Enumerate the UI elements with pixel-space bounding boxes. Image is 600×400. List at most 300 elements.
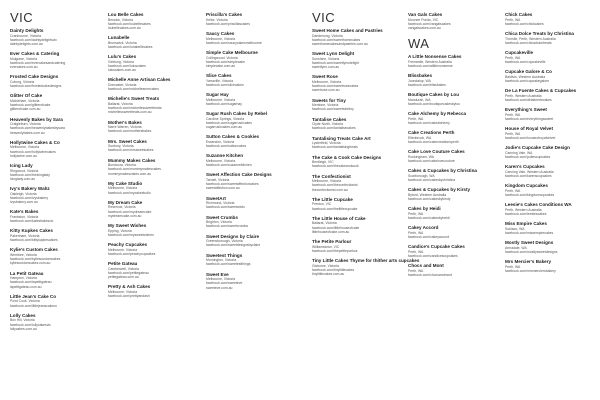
business-link[interactable]: facebook.com/boutiquecakesbylou	[408, 102, 461, 106]
state-heading: VIC	[312, 10, 336, 25]
business-listing	[108, 77, 200, 91]
business-listing	[108, 261, 200, 279]
business-listing	[408, 54, 499, 68]
business-link[interactable]: mydreamcake.com.au	[108, 213, 142, 218]
business-link[interactable]: facebook.com/cakelovecouture	[408, 159, 455, 163]
business-link[interactable]: facebook.com/mummymakescakes	[108, 167, 161, 172]
business-name: Lulu's Cakes	[108, 54, 137, 60]
state-section	[206, 10, 306, 290]
business-link[interactable]: facebook.com/everythingssweet	[505, 116, 554, 121]
business-listing	[312, 216, 402, 234]
business-listing	[206, 111, 306, 129]
business-name: Kate's Bakes	[10, 209, 39, 215]
state-heading: VIC	[10, 10, 34, 25]
business-name: Cupcakeville	[505, 50, 534, 55]
business-link[interactable]: kyliescustomcakes.com.au	[10, 261, 51, 266]
business-name: Tantalising Treats Cake Art	[312, 135, 371, 141]
business-location: Sunbury, Victoria	[108, 144, 134, 149]
business-name: House of Royal Velvet	[505, 126, 553, 131]
business-name: Ever Cakes & Catering	[10, 51, 60, 57]
business-name: Chocs and Mont	[408, 263, 444, 269]
business-name: Cakes & Cupcakes by Christina	[408, 168, 477, 174]
business-listing	[312, 51, 402, 69]
business-listing	[108, 120, 200, 134]
business-link[interactable]: heavenlybakes.com.au	[10, 130, 45, 135]
business-link[interactable]: facebook.com/lollycakesvic	[10, 322, 51, 327]
business-link[interactable]: facebook.com/michelleannecakes	[108, 87, 159, 92]
business-location: Greensborough, Victoria	[206, 239, 243, 244]
business-location: Richmond, Victoria	[206, 201, 235, 206]
business-location: Brunswick, Victoria	[108, 40, 137, 45]
business-link[interactable]: vangalscakes.com.au	[408, 26, 441, 30]
business-listing	[408, 149, 499, 163]
business-location: Geelong, Victoria	[108, 59, 134, 64]
business-listing	[408, 111, 499, 125]
state-heading: WA	[408, 36, 430, 52]
business-name: Candice's Cupcake Cakes	[408, 244, 465, 250]
business-name: Cupcake Galore & Co	[505, 69, 552, 74]
business-link[interactable]: facebook.com/loubellecakes	[108, 21, 151, 26]
business-location: Werribee, Victoria	[10, 253, 37, 258]
business-link[interactable]: icinglady.com.au	[10, 177, 36, 182]
business-name: Kitty Kupkes Cakes	[10, 228, 53, 234]
business-name: Mother's Bakes	[108, 119, 142, 125]
business-name: Chica Dolce Treats by Christina	[505, 31, 574, 36]
business-link[interactable]: michellessweettreats.com.au	[108, 110, 152, 115]
business-link[interactable]: facebook.com/cakesbychristina	[408, 178, 456, 182]
business-listing	[108, 223, 200, 237]
business-name: Little Jean's Cake Co	[10, 293, 57, 299]
business-location: Ellenbrook, WA	[408, 135, 432, 140]
business-listing	[312, 197, 402, 211]
business-link[interactable]: facebook.com/tantalisecakes	[312, 126, 356, 131]
business-link[interactable]: facebook.com/mrssweetcakes	[108, 148, 154, 153]
business-name: Frosted Cake Designs	[10, 74, 59, 80]
business-name: Suzanne Kitchen	[206, 153, 244, 159]
business-listing	[505, 12, 590, 26]
business-link[interactable]: facebook.com/mothersbakes	[108, 129, 152, 134]
business-listing	[108, 242, 200, 256]
business-link[interactable]: facebook.com/theicinglady	[10, 172, 50, 177]
business-link[interactable]: facebook.com/mostlysweetdesigns	[505, 249, 558, 254]
business-listing	[312, 239, 402, 253]
business-link[interactable]: facebook.com/alittlenonsense	[408, 64, 453, 68]
business-link[interactable]: sweethomecakesandpastries.com.au	[312, 42, 368, 46]
business-listing	[10, 74, 102, 88]
business-link[interactable]: facebook.com/sweetestthings	[206, 262, 251, 267]
business-link[interactable]: facebook.com/prettyandash	[108, 294, 150, 299]
business-listing	[10, 93, 102, 111]
business-link[interactable]: daintydelights.com.au	[10, 42, 43, 46]
business-name: A Little Nonsense Cakes	[408, 54, 462, 60]
directory-column	[505, 10, 590, 278]
business-location: Mickleham, Victoria	[10, 99, 40, 103]
business-name: Glitter Of Cake	[10, 93, 43, 99]
business-link[interactable]: tinylittlecakes.com.au	[312, 272, 345, 277]
business-link[interactable]: facebook.com/cupcakeville	[505, 59, 546, 64]
business-location: Bundoora, Victoria	[108, 163, 136, 168]
business-location: Perth, WA	[505, 55, 521, 60]
business-link[interactable]: facebook.com/sweethomecakes	[312, 37, 361, 42]
business-listing	[206, 234, 306, 248]
business-link[interactable]: loubellecakes.com.au	[108, 26, 141, 30]
business-listing	[206, 134, 306, 148]
business-name: Pretty & Ash Cakes	[108, 284, 151, 290]
business-name: The Little House of Cake	[312, 215, 366, 221]
business-listing	[206, 215, 306, 229]
business-link[interactable]: facebook.com/sweetsfortiny	[312, 107, 354, 112]
business-link[interactable]: petitegateau.com.au	[108, 275, 139, 280]
business-location: Scarborough, WA	[408, 173, 435, 178]
business-link[interactable]: sweetrose.com.au	[312, 88, 340, 93]
business-location: Perth, WA	[408, 211, 424, 216]
business-location: Melbourne, Victoria	[312, 80, 342, 84]
business-name: Lou Belle Cakes	[108, 12, 144, 17]
business-name: Cakes by Heidi	[408, 206, 441, 212]
business-listing	[206, 253, 306, 267]
business-location: Perth, WA	[505, 188, 521, 193]
business-link[interactable]: luluscakes.com.au	[108, 68, 136, 73]
business-location: Melbourne, Victoria	[108, 289, 138, 294]
business-listing	[206, 50, 306, 68]
business-link[interactable]: facebook.com/thepetiteparlour	[312, 248, 358, 253]
business-listing	[206, 92, 306, 106]
business-link[interactable]: facebook.com/mysweetwishes	[108, 232, 154, 237]
business-listing	[108, 12, 200, 30]
business-link[interactable]: lapetitgateau.com.au	[10, 284, 42, 289]
business-location: Perth, Western Australia	[505, 93, 542, 98]
business-link[interactable]: theconfectionist.com.au	[312, 187, 348, 192]
business-name: Leesie's Cakes Conditions WA	[505, 202, 572, 207]
business-location: Melbourne, Victoria	[206, 277, 236, 282]
business-link[interactable]: facebook.com/blissbakes	[408, 83, 446, 87]
business-name: Mummy Makes Cakes	[108, 157, 156, 163]
business-listing	[206, 73, 306, 87]
business-link[interactable]: sweeteve.com.au	[206, 285, 233, 290]
business-link[interactable]: facebook.com/sweetartvic	[206, 205, 246, 210]
business-name: Lolly Cakes	[10, 312, 36, 318]
state-section	[10, 10, 102, 331]
business-location: Joondalup, WA	[408, 78, 431, 83]
business-location: Melbourne, Victoria	[108, 186, 138, 191]
business-link[interactable]: facebook.com/houseofroyalvelvet	[505, 135, 556, 140]
business-listing	[10, 209, 102, 223]
business-listing	[505, 126, 590, 140]
business-name: The Confectionist	[312, 173, 351, 179]
business-listing	[408, 206, 499, 220]
business-location: Epping, Victoria	[108, 228, 132, 233]
business-location: Perth, WA	[505, 131, 521, 136]
business-name: Lunabelle	[108, 35, 130, 41]
business-location: Sunshine, Victoria	[312, 56, 340, 61]
business-listing	[408, 225, 499, 239]
business-link[interactable]: glitterofcake.com.au	[10, 107, 41, 112]
business-listing	[206, 196, 306, 210]
business-location: Perth, WA	[408, 116, 424, 121]
business-listing	[108, 35, 200, 49]
business-link[interactable]: facebook.com/glitterofcake	[10, 103, 51, 108]
business-location: Hampton, Victoria	[10, 276, 37, 281]
business-name: SweetArt	[206, 195, 226, 201]
business-location: Perth, WA	[408, 268, 424, 273]
business-listing	[312, 98, 402, 112]
business-location: Williamstown, VIC	[312, 244, 340, 249]
business-listing	[505, 183, 590, 197]
business-location: Lysterfield, Victoria	[312, 141, 341, 146]
business-link[interactable]: sweetlynn.com.au	[312, 65, 340, 70]
business-name: De La Fuente Cakes & Cupcakes	[505, 88, 577, 93]
state-section	[408, 36, 499, 277]
business-link[interactable]: facebook.com/katesbakesvic	[10, 219, 54, 224]
business-listing	[108, 54, 200, 72]
business-location: Armadale, WA	[505, 245, 527, 250]
business-link[interactable]: facebook.com/thecakeandcook	[312, 164, 359, 169]
business-location: Gisborne, Victoria	[312, 263, 339, 268]
business-listing	[505, 31, 590, 45]
business-name: Tantalise Cakes	[312, 116, 347, 122]
business-link[interactable]: sugarrushcakes.com.au	[206, 125, 242, 130]
business-location: Camberwell, Victoria	[108, 266, 140, 271]
business-link[interactable]: facebook.com/sugarhay	[206, 102, 242, 106]
business-name: The Cake & Cook Cake Designs	[312, 154, 382, 160]
business-link[interactable]: facebook.com/sugarrushcakes	[206, 121, 252, 125]
business-name: Sweet Home Cakes and Pastries	[312, 28, 383, 33]
business-location: Canning Vale, Western Australia	[505, 169, 554, 174]
business-listing	[408, 130, 499, 144]
business-link[interactable]: facebook.com/luluscakes	[108, 64, 146, 68]
business-listing	[505, 50, 590, 64]
business-link[interactable]: simplecake.com.au	[206, 64, 236, 68]
business-name: Mrs Mercier's Bakery	[505, 259, 552, 264]
business-name: Michelle Anne Artisan Cakes	[108, 77, 171, 83]
business-name: My Dream Cake	[108, 199, 143, 205]
business-listing	[10, 247, 102, 265]
business-link[interactable]: facebook.com/karenscupcakes	[505, 173, 552, 178]
business-name: Kingdom Cupcakes	[505, 183, 548, 188]
business-link[interactable]: facebook.com/cakealchemy	[408, 121, 450, 125]
business-location: Doncaster, Victoria	[108, 83, 137, 87]
business-link[interactable]: facebook.com/kittykupkescakes	[10, 238, 58, 243]
business-name: Boutique Cakes by Lou	[408, 92, 460, 98]
business-link[interactable]: facebook.com/mycakestudio	[108, 190, 151, 195]
business-link[interactable]: facebook.com/evercakesandcatering	[10, 61, 66, 65]
state-section	[408, 10, 499, 30]
business-link[interactable]: facebook.com/leesiescakes	[505, 211, 547, 216]
business-link[interactable]: facebook.com/petitegateau	[108, 270, 149, 275]
business-location: Tarneit, Victoria	[206, 178, 230, 182]
business-location: Clyde North, Victoria	[312, 122, 344, 127]
business-location: Cranbourne, Victoria	[10, 33, 42, 38]
directory-column	[10, 10, 102, 336]
business-link[interactable]: facebook.com/ivysbakery	[10, 196, 49, 201]
business-link[interactable]: littlehouseofcake.com.au	[312, 229, 350, 234]
business-name: Icing Lady	[10, 163, 33, 169]
business-listing	[505, 107, 590, 121]
business-listing	[505, 202, 590, 216]
business-listing	[312, 28, 402, 46]
business-link[interactable]: facebook.com/slicecakes	[206, 83, 244, 87]
business-link[interactable]: facebook.com/cakeyaccord	[408, 235, 450, 239]
business-listing	[10, 28, 102, 46]
business-location: Preston, VIC	[312, 202, 332, 207]
business-link[interactable]: facebook.com/sweetaffectioncakes	[206, 182, 259, 187]
business-listing	[505, 145, 590, 159]
business-name: Cakes & Cupcakes by Kirsty	[408, 187, 471, 193]
business-listing	[312, 155, 402, 169]
business-link[interactable]: facebook.com/thelittlecupcake	[312, 206, 358, 211]
business-location: Ballarat, Victoria	[312, 221, 337, 226]
business-link[interactable]: facebook.com/hollytwinecakes	[10, 149, 56, 154]
business-listing	[10, 294, 102, 308]
business-name: Sugar Rush Cakes by Rebel	[206, 111, 268, 117]
business-listing	[408, 73, 499, 87]
business-link[interactable]: lollycakes.com.au	[10, 326, 37, 331]
business-location: Thornlie, Perth, Western Australia	[505, 36, 556, 41]
business-location: Perth, WA	[505, 264, 521, 269]
business-listing	[10, 117, 102, 135]
business-name: Miss Empire Cakes	[505, 221, 547, 226]
business-name: Cake Alchemy by Rebecca	[408, 111, 467, 117]
business-name: Sweets for Tiny	[312, 97, 346, 103]
business-location: Melbourne, Victoria	[108, 247, 138, 252]
business-listing	[108, 139, 200, 153]
business-listing	[108, 158, 200, 176]
business-link[interactable]: facebook.com/delafuentecakes	[505, 97, 552, 102]
business-link[interactable]: facebook.com/sweetdesignsbyclaire	[206, 243, 261, 248]
business-listing	[505, 164, 590, 178]
business-name: Everything's Sweet	[505, 107, 547, 112]
business-link[interactable]: facebook.com/chickcakes	[505, 21, 544, 26]
business-link[interactable]: facebook.com/daintydelightsvic	[10, 37, 57, 42]
business-location: Mulgrave, Victoria	[10, 56, 38, 61]
business-name: Cake Love Couture Cakes	[408, 149, 465, 155]
business-listing	[108, 181, 200, 195]
business-location: Melbourne, Victoria	[312, 179, 342, 184]
business-listing	[10, 228, 102, 242]
business-link[interactable]: facebook.com/lapetitgateau	[10, 280, 52, 285]
business-link[interactable]: facebook.com/mrsmerciersbakery	[505, 268, 556, 273]
business-link[interactable]: facebook.com/michellessweettreats	[108, 106, 162, 111]
business-link[interactable]: facebook.com/heavenlybakesbysara	[10, 126, 65, 131]
business-link[interactable]: facebook.com/sweetlynndelight	[312, 61, 360, 65]
business-link[interactable]: facebook.com/priscillascakes	[206, 21, 250, 26]
business-name: Sweet Designs by Claire	[206, 233, 260, 239]
business-location: Essendon, Victoria	[206, 140, 235, 144]
business-link[interactable]: ivysbakery.com.au	[10, 200, 38, 205]
business-name: Sweet Crumbs	[206, 214, 238, 220]
business-location: Berwick, Victoria	[108, 17, 133, 22]
business-link[interactable]: hollytwine.com.au	[10, 153, 37, 158]
business-link[interactable]: sweetaffection.com.au	[206, 186, 240, 191]
business-name: Sugar Hay	[206, 92, 229, 98]
directory-column	[206, 10, 306, 295]
business-link[interactable]: facebook.com/suttoncakes	[206, 144, 247, 149]
business-link[interactable]: facebook.com/peachycupcakes	[108, 251, 156, 256]
business-location: Bentleigh, VIC	[312, 160, 334, 165]
business-listing	[408, 168, 499, 182]
business-listing	[505, 88, 590, 102]
business-link[interactable]: evercakes.com.au	[10, 65, 38, 70]
directory-column	[408, 10, 499, 282]
business-name: My Sweet Wishes	[108, 223, 147, 229]
business-link[interactable]: mummymakescakes.com.au	[108, 171, 151, 176]
business-link[interactable]: facebook.com/cupcakegalore	[505, 78, 550, 83]
state-section	[505, 10, 590, 273]
business-name: Sutton Cakes & Cookies	[206, 134, 260, 140]
business-link[interactable]: facebook.com/littlehouseofcake	[312, 225, 360, 230]
business-location: Melbourne, Victoria	[206, 36, 236, 41]
business-listing	[10, 140, 102, 158]
business-location: Perth, WA	[505, 112, 521, 117]
business-link[interactable]: facebook.com/kingdomcupcakes	[505, 192, 555, 197]
business-link[interactable]: facebook.com/lunabellecakes	[108, 45, 153, 49]
business-name: Sweet Lynn Delight	[312, 51, 355, 57]
business-location: Coburg, Victoria	[10, 80, 35, 84]
business-link[interactable]: facebook.com/mydreamcake	[108, 209, 152, 214]
business-name: Sweetest Things	[206, 252, 243, 258]
business-link[interactable]: facebook.com/sweetrosecakes	[312, 84, 359, 89]
business-link[interactable]: facebook.com/cakesbykirsty	[408, 197, 451, 201]
business-name: Sweet Eve	[206, 271, 229, 277]
business-link[interactable]: facebook.com/chocsandmont	[408, 273, 453, 277]
business-listing	[408, 187, 499, 201]
business-location: Oakleigh, Victoria	[10, 191, 37, 196]
business-listing	[206, 272, 306, 290]
business-link[interactable]: facebook.com/candicescupcakes	[408, 254, 458, 258]
business-link[interactable]: facebook.com/missempirecakes	[505, 230, 554, 235]
business-name: Chick Cakes	[505, 12, 533, 17]
business-link[interactable]: facebook.com/sweetcrumbs	[206, 224, 249, 229]
business-name: Sweet Rose	[312, 74, 338, 80]
business-link[interactable]: facebook.com/tinylittlecakes	[312, 267, 355, 272]
business-listing	[10, 186, 102, 204]
business-link[interactable]: facebook.com/cakecreationsperth	[408, 140, 459, 144]
business-listing	[206, 12, 306, 26]
business-link[interactable]: facebook.com/littlejeanscakeco	[10, 303, 57, 308]
business-name: Cake Creations Perth	[408, 130, 455, 136]
business-location: Ringwood, Victoria	[10, 168, 39, 173]
business-link[interactable]: facebook.com/saucycakesmelbourne	[206, 40, 262, 45]
business-name: Peachy Cupcakes	[108, 242, 148, 248]
directory-column	[108, 10, 200, 303]
business-link[interactable]: facebook.com/frostedcakedesigns	[10, 84, 62, 89]
business-name: Dainty Delights	[10, 28, 44, 33]
business-name: Karen's Cupcakes	[505, 164, 545, 169]
business-name: Priscilla's Cakes	[206, 12, 243, 17]
business-link[interactable]: facebook.com/simplecake	[206, 59, 246, 64]
business-location: Box Hill, Victoria	[10, 318, 35, 323]
business-listing	[108, 200, 200, 218]
business-name: Mrs. Sweet Cakes	[108, 138, 147, 144]
business-link[interactable]: facebook.com/vangalscakes	[408, 21, 451, 26]
business-link[interactable]: facebook.com/chicadolcetreats	[505, 40, 552, 45]
business-link[interactable]: facebook.com/tantalisingtreats	[312, 145, 358, 150]
business-listing	[10, 51, 102, 69]
business-location: Moonee Ponds, VIC	[408, 17, 439, 22]
business-name: Ivy's Bakery Wahz	[10, 186, 50, 192]
business-link[interactable]: facebook.com/cakesbyheidi	[408, 216, 450, 220]
business-link[interactable]: facebook.com/suzannekitchen	[206, 163, 252, 168]
business-link[interactable]: facebook.com/theconfectionist	[312, 183, 358, 188]
business-listing	[10, 313, 102, 331]
business-link[interactable]: facebook.com/jodiescupcakes	[505, 154, 551, 159]
business-name: The Petite Parlour	[312, 239, 352, 245]
business-listing	[408, 12, 499, 30]
business-link[interactable]: facebook.com/kyliescustomcakes	[10, 257, 61, 262]
business-location: Narre Warren, Victoria	[108, 125, 142, 130]
business-link[interactable]: facebook.com/sweeteve	[206, 281, 243, 286]
business-name: Blissbakes	[408, 73, 433, 79]
